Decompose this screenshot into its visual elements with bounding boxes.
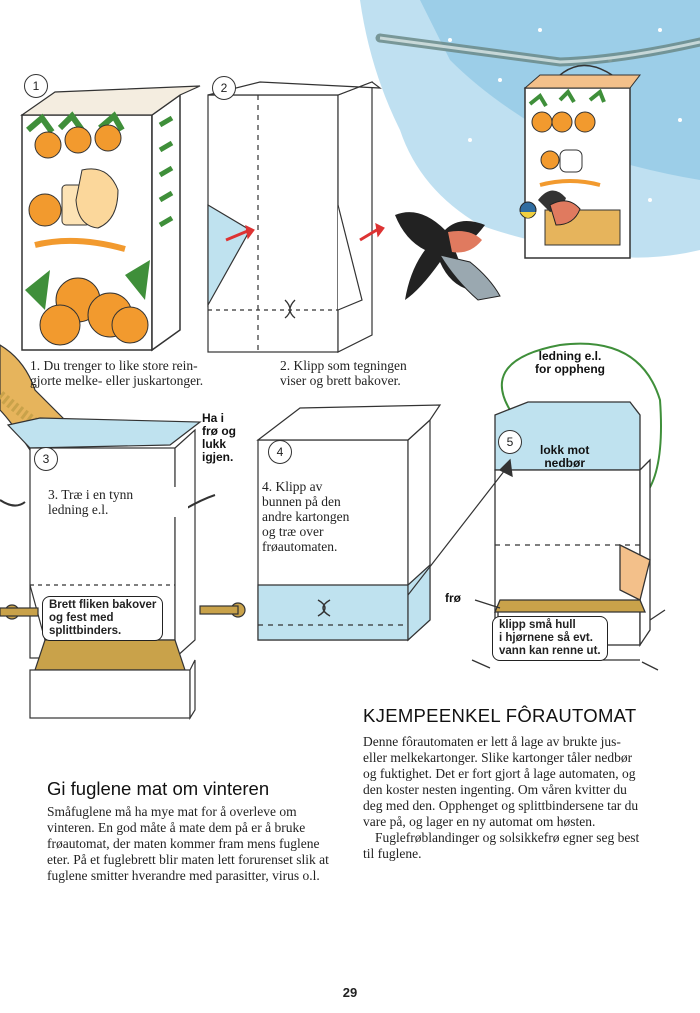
right-article-heading: KJEMPEENKEL FÔRAUTOMAT [363, 705, 637, 726]
left-article-heading: Gi fuglene mat om vinteren [47, 778, 270, 799]
step-3-number: 3 [34, 447, 58, 471]
page-number: 29 [342, 985, 358, 1000]
step-3-caption: 3. Træ i en tynn ledning e.l. [48, 487, 188, 517]
step-2-caption: 2. Klipp som tegningen viser og brett bakover. [280, 358, 407, 388]
left-article-paragraph: Småfuglene må ha mye mat for å overleve om vinteren. En god måte å mate dem på er å bruke frøautomat, der maten kommer fram mens fuglene eter. På et fuglebrett blir maten lett forurenset slik at fuglene smitter hverandre med parasitter, virus o.l. [47, 804, 329, 883]
step-1-caption: 1. Du trenger to like store rein- gjorte melke- eller juskartonger. [30, 358, 204, 388]
lid-label: lokk mot nedbør [540, 443, 590, 470]
left-article-body [47, 804, 335, 884]
right-article-paragraph: Fuglefrøblandinger og solsikkefrø egner seg best til fuglene. [363, 830, 640, 861]
right-article-paragraph: Denne fôrautomaten er lett å lage av brukte jus- eller melkekartonger. Slike kartonger tåler nedbør og fuktighet. Det er fort gjort å lage automaten, og den koster nesten ingenting. Om våren kvitter du deg med den. Opphenget og splittbindersene tar du vare på, og lager en ny automat om høsten. [363, 734, 639, 829]
hanger-label: ledning e.l. for oppheng [535, 349, 605, 376]
step-5-number: 5 [498, 430, 522, 454]
right-article-body [363, 734, 648, 862]
step-4-number: 4 [268, 440, 292, 464]
step-1-number: 1 [24, 74, 48, 98]
seed-fill-label: Ha i frø og lukk igjen. [202, 411, 236, 464]
feeder-assembly-step3 [0, 345, 245, 718]
flying-bullfinch-illustration [395, 212, 500, 300]
holes-label: klipp små hull i hjørnene så evt. vann kan renne ut. [492, 616, 608, 661]
juice-carton-illustration [22, 86, 200, 350]
step-4-caption: 4. Klipp av bunnen på den andre kartongen og træ over frøautomaten. [262, 479, 382, 554]
step-2-number: 2 [212, 76, 236, 100]
seed-label: frø [445, 591, 461, 605]
cut-carton-diagram [208, 82, 384, 352]
hanging-feeder-illustration [520, 65, 640, 258]
fold-flap-label: Brett fliken bakover og fest med splittbinders. [42, 596, 163, 641]
